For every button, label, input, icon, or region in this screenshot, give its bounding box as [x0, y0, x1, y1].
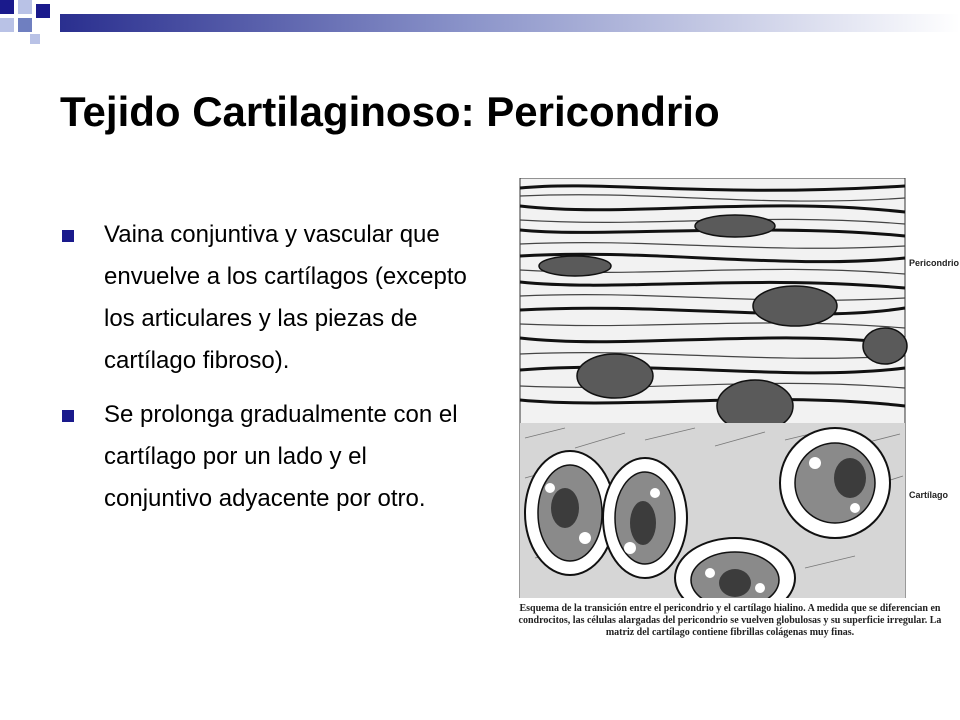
corner-square-light: [0, 18, 14, 32]
header-decoration: [0, 0, 960, 48]
square-bullet-icon: [62, 410, 74, 422]
corner-square-light: [18, 0, 32, 14]
square-bullet-icon: [62, 230, 74, 242]
perichondrium-illustration: [505, 178, 955, 598]
corner-square-navy: [36, 4, 50, 18]
figure-caption: Esquema de la transición entre el pericondrio y el cartílago hialino. A medida que se diferencian en condrocitos, las células alargadas del pericondrio se vuelven globulosas y su superficie irregular. La matriz del cartílago contiene fibrillas colágenas muy finas.: [518, 603, 942, 638]
histology-figure: [505, 178, 960, 663]
bullet-item: [60, 214, 470, 382]
corner-square-light: [30, 34, 40, 44]
label-pericondrio: Pericondrio: [909, 258, 960, 268]
bullet-list: [60, 214, 470, 532]
bullet-text: Se prolonga gradualmente con el cartílago por un lado y el conjuntivo adyacente por otro.: [104, 401, 458, 512]
bullet-item: [60, 394, 470, 520]
slide-title: Tejido Cartilaginoso: Pericondrio: [60, 88, 720, 135]
bullet-text: Vaina conjuntiva y vascular que envuelve a los cartílagos (excepto los articulares y las piezas de cartílago fibroso).: [104, 221, 467, 374]
label-cartilago: Cartílago: [909, 490, 949, 500]
decorative-header-bar: [0, 0, 960, 48]
corner-square-navy: [0, 0, 14, 14]
corner-square-blue: [18, 18, 32, 32]
gradient-bar: [60, 14, 960, 32]
